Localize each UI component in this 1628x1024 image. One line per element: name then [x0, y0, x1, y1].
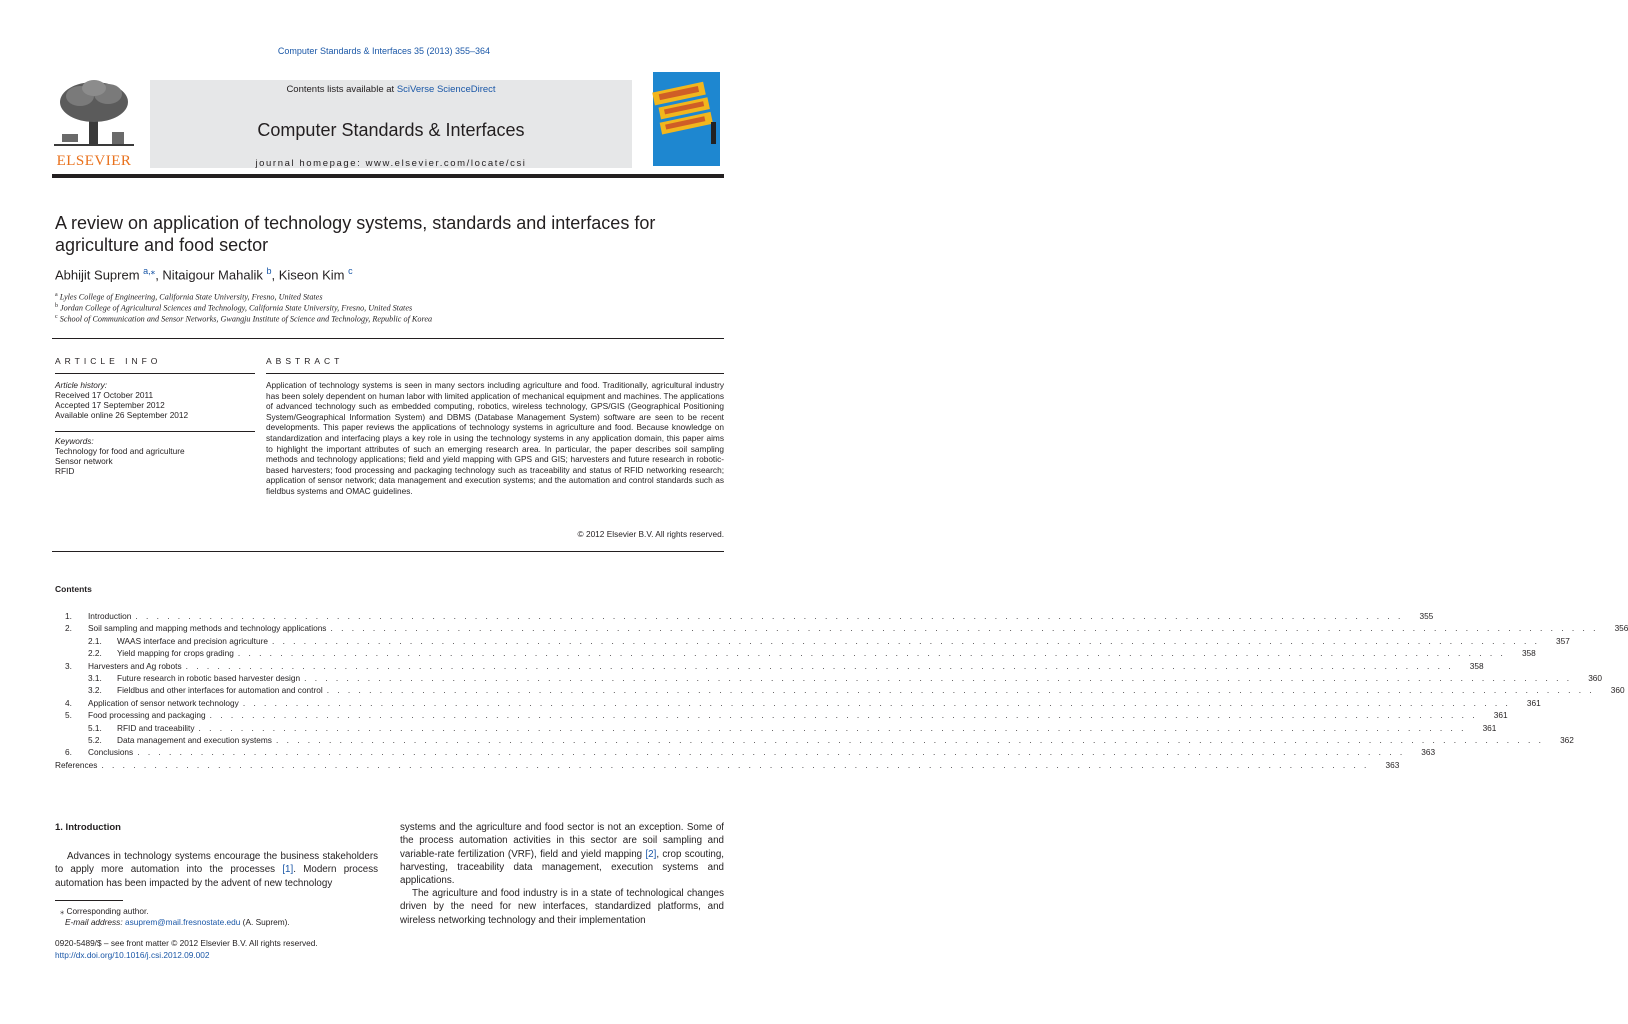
toc-entry[interactable]: [55, 722, 1497, 734]
affiliation: [55, 314, 432, 324]
toc-label[interactable]: WAAS interface and precision agriculture: [117, 635, 268, 646]
section-rule: [52, 338, 724, 339]
intro-paragraph-continued: [400, 821, 724, 887]
article-title: A review on application of technology systems, standards and interfaces for agriculture and food sector: [55, 213, 656, 255]
toc-label[interactable]: Introduction: [88, 611, 132, 621]
toc-label[interactable]: RFID and traceability: [117, 722, 195, 733]
toc-entry[interactable]: [55, 672, 1603, 684]
affiliation-mark: a: [55, 292, 58, 298]
email-link[interactable]: asuprem@mail.fresnostate.edu: [124, 917, 241, 927]
toc-leader: . . . . . . . . . . . . . . . . . . . . . . . . . . . . . . . . . . . . . . . . . . . . . . . . . . . . . . . . . . . . . . . . . . . . . . . . . . . . . . . . . . . . . . . . . . . . . . . . . . . . . . . . . . . . . . . . . . . . . . . .: [237, 648, 1506, 659]
toc-label[interactable]: Fieldbus and other interfaces for automation and control: [117, 685, 323, 696]
toc-label[interactable]: Food processing and packaging: [88, 710, 206, 721]
toc-entry[interactable]: [55, 660, 1484, 672]
toc-entry[interactable]: [55, 635, 1570, 647]
toc-leader: . . . . . . . . . . . . . . . . . . . . . . . . . . . . . . . . . . . . . . . . . . . . . . . . . . . . . . . . . . . . . . . . . . . . . . . . . . . . . . . . . . . . . . . . . . . . . . . . . . . . . . . . . . . . . . . . . . . . . . . .: [242, 697, 1511, 708]
affiliation-text: Jordan College of Agricultural Sciences and Technology, California State University, Fresno, United States: [60, 303, 413, 313]
article-history: [55, 380, 188, 420]
toc-entry[interactable]: [55, 697, 1541, 709]
header-rule: [52, 174, 724, 178]
toc-leader: . . . . . . . . . . . . . . . . . . . . . . . . . . . . . . . . . . . . . . . . . . . . . . . . . . . . . . . . . . . . . . . . . . . . . . . . . . . . . . . . . . . . . . . . . . . . . . . . . . . . . . . . . . . . . . . . . . . . . . . .: [198, 722, 1467, 733]
toc-page-number: 363: [1421, 747, 1436, 758]
journal-banner: [150, 80, 632, 168]
affiliation-mark: b: [55, 303, 58, 309]
author-marks[interactable]: b: [266, 266, 272, 276]
contents-prefix: Contents lists available at: [286, 84, 397, 95]
intro-paragraph: The agriculture and food industry is in a state of technological changes driven by the need for new interfaces, standardized platforms, and wireless networking technology and their implementation: [400, 888, 724, 926]
article-info-rule: [55, 373, 255, 374]
toc-label[interactable]: References: [55, 759, 98, 770]
author-separator: ,: [271, 267, 279, 283]
contents-heading: Contents: [55, 584, 92, 594]
toc-entry[interactable]: [55, 647, 1536, 659]
toc-page-number: 360: [1588, 673, 1603, 683]
intro-text: . Modern process automation has been impacted by the advent of new technology: [55, 864, 378, 889]
author-marks[interactable]: c: [348, 266, 353, 276]
toc-leader: . . . . . . . . . . . . . . . . . . . . . . . . . . . . . . . . . . . . . . . . . . . . . . . . . . . . . . . . . . . . . . . . . . . . . . . . . . . . . . . . . . . . . . . . . . . . . . . . . . . . . . . . . . . . . . . . . . . . . . . .: [326, 685, 1595, 696]
accepted-date: Accepted 17 September 2012: [55, 400, 165, 410]
toc-number: 2.: [65, 623, 72, 634]
history-label: Article history:: [55, 380, 108, 390]
toc-page-number: 357: [1556, 635, 1570, 646]
affiliation-text: Lyles College of Engineering, California State University, Fresno, United States: [59, 292, 323, 302]
journal-homepage[interactable]: journal homepage: www.elsevier.com/locate/csi: [255, 158, 527, 169]
toc-page-number: 361: [1526, 697, 1541, 708]
author-name[interactable]: Nitaigour Mahalik: [162, 267, 263, 283]
toc-leader: . . . . . . . . . . . . . . . . . . . . . . . . . . . . . . . . . . . . . . . . . . . . . . . . . . . . . . . . . . . . . . . . . . . . . . . . . . . . . . . . . . . . . . . . . . . . . . . . . . . . . . . . . . . . . . . . . . . . . . . .: [185, 660, 1454, 671]
toc-number: 3.: [65, 660, 72, 671]
toc-number: 2.2.: [88, 648, 102, 659]
abstract-rule: [266, 373, 724, 374]
toc-entry[interactable]: [55, 684, 1625, 696]
article-info-heading: ARTICLE INFO: [55, 356, 162, 366]
issn-line: 0920-5489/$ – see front matter © 2012 Elsevier B.V. All rights reserved.: [55, 938, 318, 948]
sciencedirect-link[interactable]: SciVerse ScienceDirect: [396, 84, 496, 95]
online-date: Available online 26 September 2012: [55, 410, 189, 420]
toc-leader: . . . . . . . . . . . . . . . . . . . . . . . . . . . . . . . . . . . . . . . . . . . . . . . . . . . . . . . . . . . . . . . . . . . . . . . . . . . . . . . . . . . . . . . . . . . . . . . . . . . . . . . . . . . . . . . . . . . . . . . .: [275, 735, 1544, 745]
keywords-block: [55, 436, 185, 476]
affiliation: [55, 292, 323, 302]
toc-page-number: 358: [1521, 648, 1536, 659]
intro-text: Advances in technology systems encourage the business stakeholders to apply more automation into the processes: [55, 851, 378, 876]
toc-number: 6.: [65, 747, 72, 758]
toc-number: 2.1.: [88, 635, 102, 646]
toc-number: 5.1.: [88, 722, 102, 733]
intro-paragraph: [55, 850, 378, 890]
elsevier-wordmark: ELSEVIER: [56, 153, 132, 169]
journal-cover[interactable]: [653, 72, 720, 166]
journal-cover-image: [653, 72, 720, 166]
toc-entry[interactable]: [55, 734, 1574, 746]
author-name[interactable]: Kiseon Kim: [278, 267, 345, 283]
toc-label[interactable]: Future research in robotic based harvester design: [117, 673, 301, 683]
footnote-rule: [55, 900, 123, 901]
toc-page-number: 361: [1493, 710, 1508, 721]
email-suffix: (A. Suprem).: [240, 917, 290, 927]
toc-label[interactable]: Harvesters and Ag robots: [88, 660, 182, 671]
section-heading-introduction: 1. Introduction: [55, 822, 121, 833]
toc-leader: . . . . . . . . . . . . . . . . . . . . . . . . . . . . . . . . . . . . . . . . . . . . . . . . . . . . . . . . . . . . . . . . . . . . . . . . . . . . . . . . . . . . . . . . . . . . . . . . . . . . . . . . . . . . . . . . . . . . . . . .: [209, 710, 1478, 721]
toc-label[interactable]: Application of sensor network technology: [88, 697, 239, 708]
toc-entry[interactable]: [55, 622, 1628, 634]
corresponding-author-note: ⁎ Corresponding author.: [60, 906, 149, 916]
keywords-rule: [55, 431, 255, 432]
abstract-heading: ABSTRACT: [266, 356, 344, 366]
author-separator: ,: [155, 267, 163, 283]
toc-entry[interactable]: [55, 709, 1508, 721]
toc-label[interactable]: Data management and execution systems: [117, 735, 272, 745]
toc-page-number: 360: [1610, 685, 1625, 696]
affiliation: [55, 303, 412, 313]
journal-title: Computer Standards & Interfaces: [257, 120, 525, 140]
received-date: Received 17 October 2011: [55, 390, 154, 400]
toc-leader: . . . . . . . . . . . . . . . . . . . . . . . . . . . . . . . . . . . . . . . . . . . . . . . . . . . . . . . . . . . . . . . . . . . . . . . . . . . . . . . . . . . . . . . . . . . . . . . . . . . . . . . . . . . . . . . . . . . . . . . .: [330, 623, 1599, 634]
keyword: RFID: [55, 466, 75, 476]
author-marks[interactable]: a,⁎: [143, 266, 156, 276]
affiliation-mark: c: [55, 314, 58, 320]
masthead: [52, 72, 724, 172]
citation-link[interactable]: [1]: [282, 864, 294, 876]
toc-leader: . . . . . . . . . . . . . . . . . . . . . . . . . . . . . . . . . . . . . . . . . . . . . . . . . . . . . . . . . . . . . . . . . . . . . . . . . . . . . . . . . . . . . . . . . . . . . . . . . . . . . . . . . . . . . . . . . . . . . . . .: [304, 673, 1573, 683]
toc-number: 5.2.: [88, 735, 102, 745]
keyword: Sensor network: [55, 456, 113, 466]
citation-link[interactable]: [2]: [645, 848, 657, 860]
toc-leader: . . . . . . . . . . . . . . . . . . . . . . . . . . . . . . . . . . . . . . . . . . . . . . . . . . . . . . . . . . . . . . . . . . . . . . . . . . . . . . . . . . . . . . . . . . . . . . . . . . . . . . . . . . . . . . . . . . . . . . . .: [271, 635, 1540, 646]
copyright-notice: © 2012 Elsevier B.V. All rights reserved.: [577, 529, 724, 539]
affiliation-text: School of Communication and Sensor Networks, Gwangju Institute of Science and Technology, Republic of Korea: [59, 314, 433, 324]
doi-link[interactable]: http://dx.doi.org/10.1016/j.csi.2012.09.002: [55, 950, 210, 960]
intro-text: systems and the agriculture and food sector is not an exception. Some of the process automation activities in this sector are soil sampling and variable-rate fertilization (VRF), field and yield mapping: [400, 822, 724, 860]
toc-number: 4.: [65, 697, 72, 708]
toc-page-number: 363: [1385, 759, 1400, 770]
toc-page-number: 358: [1469, 660, 1484, 671]
abstract-text: Application of technology systems is seen in many sectors including agriculture and food. Traditionally, agricultural industry has been solely dependent on human labor with limited application of mechanical equipment and machines. The applications of advanced technology such as embedded computing, robotics, wireless technology, GPS/GIS (Geographical Positioning System/Geographical Information System) and DBMS (Database Management System) software are seen to be recent developments. This paper reviews the applications of technology systems in agriculture and food. Because knowledge on standardization and interfacing plays a key role in using the technology systems in any application domain, this paper aims to highlight the important attributes of such an emerging research area. In particular, the paper describes soil sampling methods and technology applications; field and yield mapping with GPS and GIS; harvesters and future research in robotic-based harvesters; food processing and packaging technology such as traceability and status of RFID networking research; application of sensor network; data management and execution systems; and the automation and control standards such as fieldbus systems and OMAC guidelines.: [266, 380, 724, 496]
contents-availability: [150, 84, 632, 95]
keyword: Technology for food and agriculture: [55, 446, 185, 456]
toc-leader: . . . . . . . . . . . . . . . . . . . . . . . . . . . . . . . . . . . . . . . . . . . . . . . . . . . . . . . . . . . . . . . . . . . . . . . . . . . . . . . . . . . . . . . . . . . . . . . . . . . . . . . . . . . . . . . . . . . . . . . .: [101, 759, 1370, 770]
toc-number: 3.1.: [88, 673, 102, 683]
author-name[interactable]: Abhijit Suprem: [55, 267, 140, 283]
author-list: [55, 266, 353, 282]
toc-entry[interactable]: [55, 610, 1434, 622]
email-label: E-mail address:: [65, 917, 125, 927]
toc-entry[interactable]: [55, 746, 1436, 758]
email-note: [65, 917, 290, 928]
journal-reference[interactable]: Computer Standards & Interfaces 35 (2013) 355–364: [277, 46, 491, 56]
toc-label[interactable]: Soil sampling and mapping methods and technology applications: [88, 623, 327, 634]
toc-page-number: 356: [1614, 623, 1628, 634]
abstract-end-rule: [52, 551, 724, 552]
toc-entry[interactable]: [55, 759, 1400, 771]
toc-number: 5.: [65, 710, 72, 721]
toc-page-number: 355: [1419, 611, 1434, 621]
keywords-label: Keywords:: [55, 436, 94, 446]
toc-label[interactable]: Conclusions: [88, 747, 134, 758]
toc-label[interactable]: Yield mapping for crops grading: [117, 648, 234, 659]
toc-leader: . . . . . . . . . . . . . . . . . . . . . . . . . . . . . . . . . . . . . . . . . . . . . . . . . . . . . . . . . . . . . . . . . . . . . . . . . . . . . . . . . . . . . . . . . . . . . . . . . . . . . . . . . . . . . . . . . . . . . . . .: [135, 611, 1404, 621]
intro-text: , crop scouting, harvesting, traceability data management, execution systems and applications.: [400, 848, 724, 887]
toc-page-number: 361: [1482, 722, 1497, 733]
toc-leader: . . . . . . . . . . . . . . . . . . . . . . . . . . . . . . . . . . . . . . . . . . . . . . . . . . . . . . . . . . . . . . . . . . . . . . . . . . . . . . . . . . . . . . . . . . . . . . . . . . . . . . . . . . . . . . . . . . . . . . . .: [137, 747, 1406, 758]
tree-icon: [52, 78, 136, 148]
toc-number: 1.: [65, 611, 72, 621]
toc-number: 3.2.: [88, 685, 102, 696]
toc-page-number: 362: [1560, 735, 1574, 745]
elsevier-tree-logo[interactable]: [52, 78, 136, 170]
